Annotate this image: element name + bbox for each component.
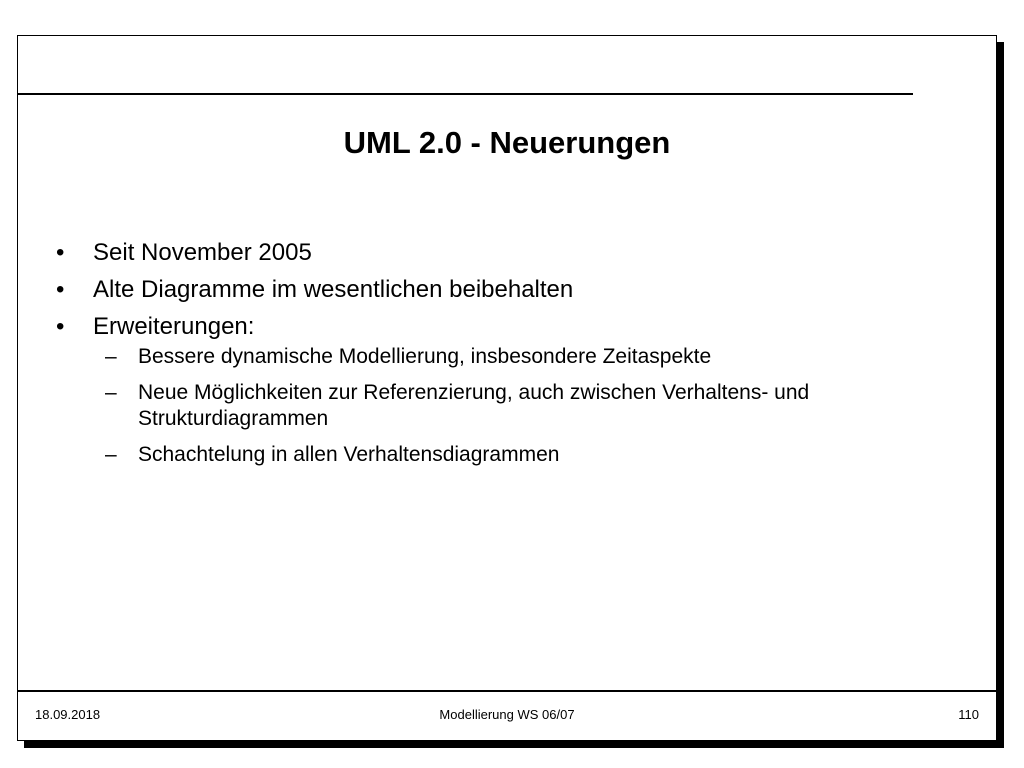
sub-bullet-marker: –: [105, 345, 117, 368]
sub-bullet-text: Schachtelung in allen Verhaltensdiagrammen: [138, 443, 560, 466]
bullet-item: [18, 275, 996, 305]
bullet-text: Erweiterungen:: [93, 313, 255, 340]
slide-title: UML 2.0 - Neuerungen: [343, 125, 671, 160]
sub-bullet-item: [93, 380, 918, 432]
bullet-item: [18, 312, 996, 468]
sub-bullet-marker: –: [105, 443, 117, 466]
bullet-list: [18, 238, 996, 478]
footer-date: 18.09.2018: [35, 707, 101, 722]
bullet-text: Alte Diagramme im wesentlichen beibehalten: [93, 276, 574, 303]
footer-divider: [18, 690, 996, 692]
bullet-item: [18, 238, 996, 268]
bullet-marker: •: [56, 239, 65, 266]
footer-course: Modellierung WS 06/07: [439, 707, 575, 722]
sub-bullet-item: [93, 344, 918, 370]
sub-bullet-marker: –: [105, 381, 117, 404]
bullet-marker: •: [56, 276, 65, 303]
footer-page-number: 110: [958, 707, 979, 722]
sub-bullet-text: Neue Möglichkeiten zur Referenzierung, auch zwischen Verhaltens- und Strukturdiagrammen: [138, 381, 810, 430]
bullet-text: Seit November 2005: [93, 239, 312, 266]
bullet-marker: •: [56, 313, 65, 340]
sub-bullet-item: [93, 442, 918, 468]
sub-bullet-text: Bessere dynamische Modellierung, insbesondere Zeitaspekte: [138, 345, 712, 368]
sub-bullet-list: [93, 344, 996, 468]
slide: [17, 35, 997, 741]
header-divider: [18, 93, 913, 95]
